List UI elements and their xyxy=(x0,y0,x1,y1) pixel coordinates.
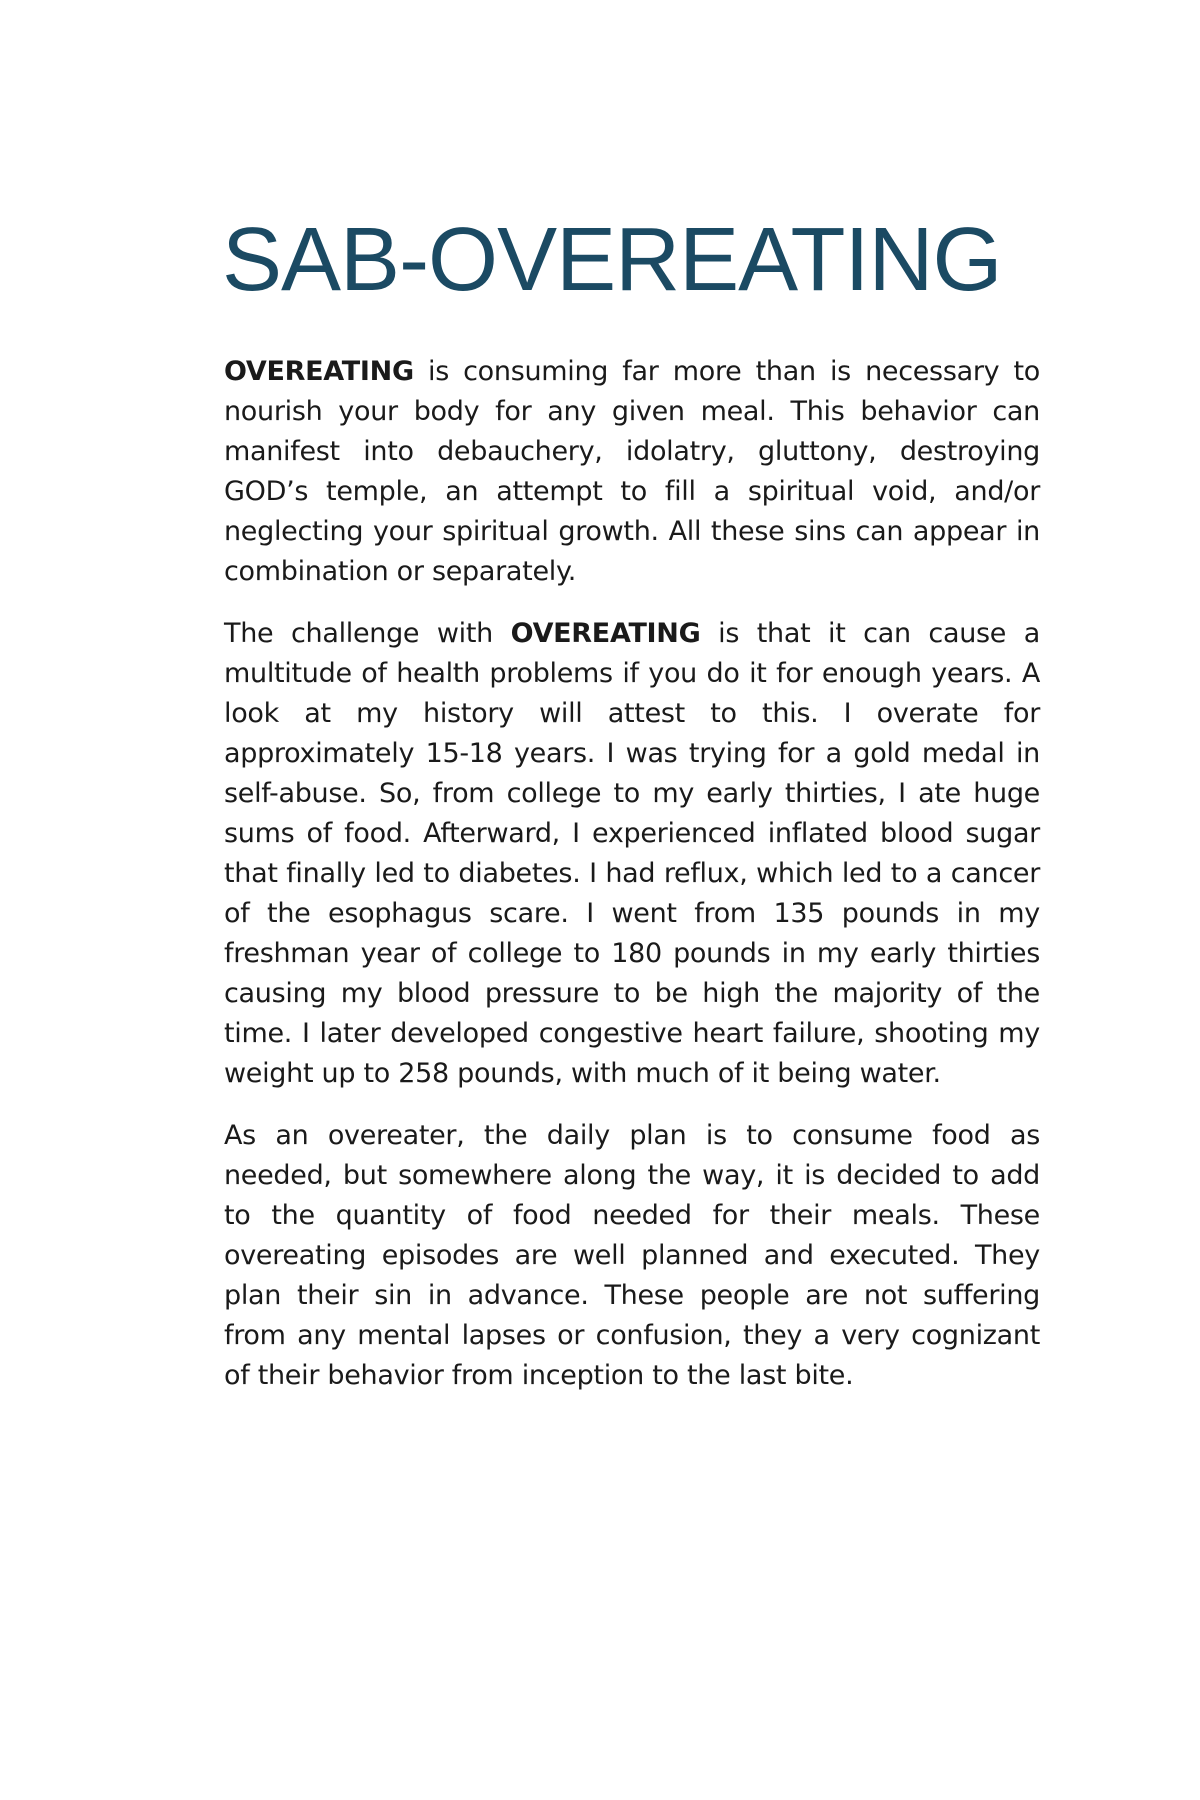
paragraph-challenge xyxy=(224,614,1040,1094)
paragraph-overeater-plan xyxy=(224,1116,1040,1396)
paragraph-text: is that it can cause a multitude of health problems if you do it for enough years. A look at my history will attest to this. I overate for approximately 15-18 years. I was trying for a gold medal in self-abuse. So, from college to my early thirties, I ate huge sums of food. Afterward, I experienced inflated blood sugar that finally led to diabetes. I had reflux, which led to a cancer of the esophagus scare. I went from 135 pounds in my freshman year of college to 180 pounds in my early thirties causing my blood pressure to be high the majority of the time. I later developed congestive heart failure, shooting my weight up to 258 pounds, with much of it being water. xyxy=(224,618,1040,1089)
body-text xyxy=(224,352,1040,1418)
bold-term: OVEREATING xyxy=(224,356,414,387)
paragraph-definition xyxy=(224,352,1040,592)
bold-term: OVEREATING xyxy=(510,618,701,649)
paragraph-text: is consuming far more than is necessary to nourish your body for any given meal. This behavior can manifest into debauchery, idolatry, gluttony, destroying GOD’s temple, an attempt to fill a spiritual void, and/or neglecting your spiritual growth. All these sins can appear in combination or separately. xyxy=(224,356,1040,587)
paragraph-text: The challenge with xyxy=(224,618,511,649)
paragraph-text: As an overeater, the daily plan is to consume food as needed, but somewhere along the way, it is decided to add to the quantity of food needed for their meals. These overeating episodes are well planned and executed. They plan their sin in advance. These people are not suffering from any mental lapses or confusion, they a very cognizant of their behavior from inception to the last bite. xyxy=(224,1120,1040,1391)
page-title: SAB-OVEREATING xyxy=(222,210,1002,310)
